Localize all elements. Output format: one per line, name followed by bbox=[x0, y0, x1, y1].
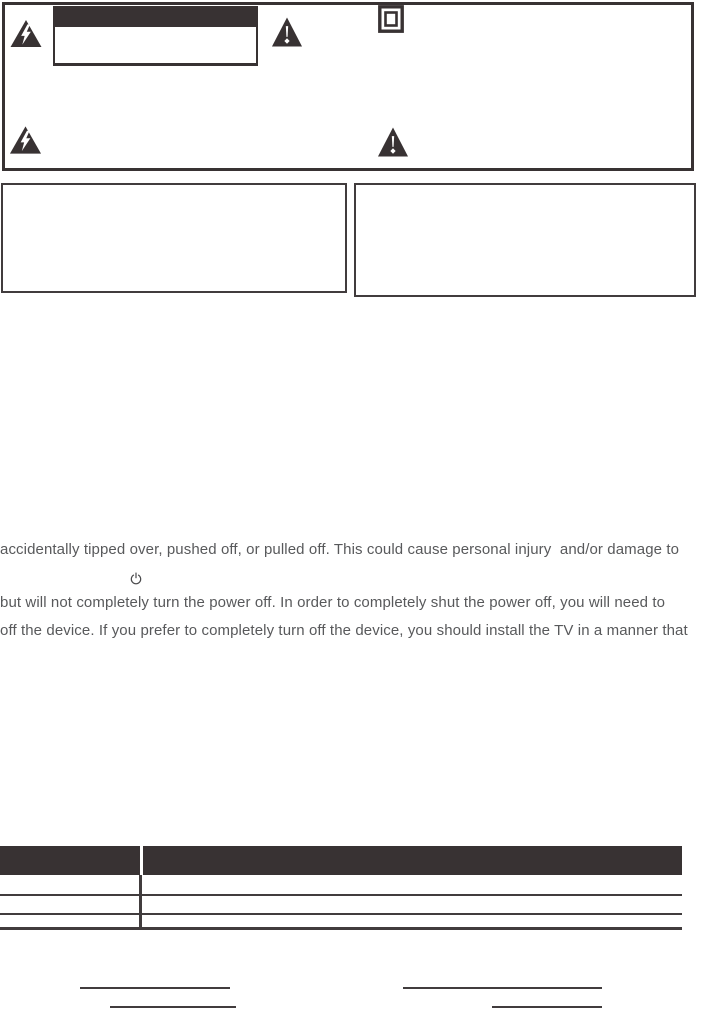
fill-in-line bbox=[492, 1006, 602, 1008]
alert-triangle-icon bbox=[271, 16, 303, 48]
fill-in-line bbox=[80, 987, 230, 989]
power-icon bbox=[130, 572, 142, 585]
high-voltage-icon bbox=[9, 19, 43, 48]
table-header-cell bbox=[0, 846, 140, 875]
caution-box-header bbox=[55, 8, 256, 27]
table-bottom-border bbox=[0, 927, 682, 930]
paragraph-line: accidentally tipped over, pushed off, or pulled off. This could cause personal injury and/or damage to bbox=[0, 541, 680, 558]
caution-box bbox=[53, 6, 258, 66]
paragraph-line: but will not completely turn the power off. In order to completely shut the power off, you will need to bbox=[0, 594, 666, 611]
table-row-divider bbox=[0, 894, 682, 896]
double-insulation-icon bbox=[378, 5, 404, 33]
high-voltage-icon bbox=[9, 122, 42, 158]
fill-in-line bbox=[110, 1006, 236, 1008]
caution-box-body bbox=[55, 27, 256, 63]
alert-triangle-icon bbox=[377, 124, 409, 160]
notice-box-left bbox=[1, 183, 347, 293]
notice-box-right bbox=[354, 183, 696, 297]
table-row-divider bbox=[0, 913, 682, 915]
paragraph-line: off the device. If you prefer to completely turn off the device, you should install the TV in a manner that bbox=[0, 622, 688, 639]
table-column-divider bbox=[139, 875, 142, 930]
table-header-cell bbox=[143, 846, 682, 875]
safety-warning-panel bbox=[2, 2, 694, 171]
fill-in-line bbox=[403, 987, 602, 989]
